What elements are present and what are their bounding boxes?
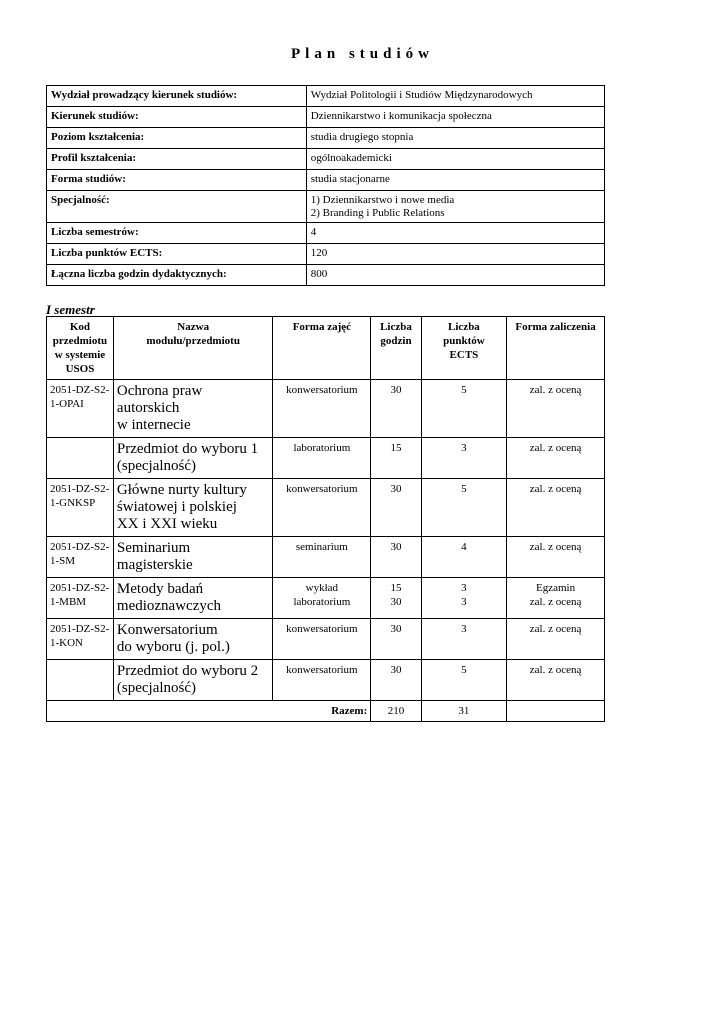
course-ects-line: 5: [461, 483, 467, 495]
course-code-line: 2051-DZ-S2-: [50, 541, 110, 553]
info-label: Forma studiów:: [47, 170, 307, 191]
course-form: [273, 438, 371, 479]
course-credit-line: zal. z oceną: [529, 384, 582, 396]
course-hours: [371, 619, 421, 660]
course-name-line: Ochrona praw: [116, 383, 203, 399]
info-value: 120: [306, 244, 604, 265]
header-line: Kod: [69, 321, 91, 333]
course-code-line: 1-MBM: [50, 596, 87, 608]
course-ects: [421, 660, 506, 701]
course-hours: [371, 578, 421, 619]
course-code-line: 2051-DZ-S2-: [50, 483, 110, 495]
info-label: Specjalność:: [47, 191, 307, 223]
course-credit-line: Egzamin: [536, 582, 576, 594]
course-name-line: do wyboru (j. pol.): [116, 639, 230, 655]
course-credit-line: zal. z oceną: [529, 664, 582, 676]
semester-label: I semestr: [46, 302, 95, 317]
header-line: ECTS: [449, 349, 479, 361]
header-line: Liczba: [380, 321, 412, 333]
course-hours: [371, 380, 421, 438]
course-code: [47, 619, 114, 660]
header-ects: [421, 317, 506, 380]
header-hours: [371, 317, 421, 380]
course-name-line: XX i XXI wieku: [116, 516, 218, 532]
course-ects: [421, 479, 506, 537]
course-form: [273, 619, 371, 660]
info-row: [47, 86, 605, 107]
info-value-line: 2) Branding i Public Relations: [310, 207, 445, 219]
table-row: [47, 619, 605, 660]
course-credit-line: zal. z oceną: [529, 483, 582, 495]
course-ects-line: 4: [461, 541, 467, 553]
header-line: modułu/przedmiotu: [146, 335, 240, 347]
course-code: [47, 380, 114, 438]
course-form-line: konwersatorium: [286, 384, 358, 396]
course-name: [113, 578, 273, 619]
course-code-line: 2051-DZ-S2-: [50, 623, 110, 635]
course-name: [113, 438, 273, 479]
header-line: USOS: [65, 363, 95, 375]
course-code-line: 1-GNKSP: [50, 497, 96, 509]
course-code: [47, 479, 114, 537]
page-title: Plan studiów: [291, 46, 434, 62]
info-label: Profil kształcenia:: [47, 149, 307, 170]
course-form-line: wykład: [305, 582, 339, 594]
course-hours-line: 30: [390, 483, 402, 495]
course-name-line: Konwersatorium: [116, 622, 218, 638]
course-name: [113, 660, 273, 701]
course-form-line: laboratorium: [293, 442, 351, 454]
course-ects-line: 3: [461, 623, 467, 635]
course-name-line: w internecie: [116, 417, 191, 433]
info-label: Poziom kształcenia:: [47, 128, 307, 149]
course-form-line: seminarium: [295, 541, 348, 553]
table-row: [47, 438, 605, 479]
course-hours-line: 30: [390, 623, 402, 635]
course-hours: [371, 479, 421, 537]
course-name: [113, 537, 273, 578]
course-code-line: 1-KON: [50, 637, 83, 649]
course-hours: [371, 537, 421, 578]
course-form-line: konwersatorium: [286, 623, 358, 635]
course-credit: [507, 578, 605, 619]
course-code: [47, 537, 114, 578]
info-label: Liczba semestrów:: [47, 223, 307, 244]
course-name-line: Seminarium: [116, 540, 191, 556]
course-credit: [507, 479, 605, 537]
course-code-line: 1-OPAI: [50, 398, 84, 410]
course-ects-line: 3: [461, 596, 467, 608]
course-name-line: Przedmiot do wyboru 1: [116, 441, 259, 457]
info-row: [47, 223, 605, 244]
course-credit-line: zal. z oceną: [529, 541, 582, 553]
table-header-row: [47, 317, 605, 380]
course-ects: [421, 578, 506, 619]
program-info-table: [46, 85, 605, 286]
course-hours-line: 30: [390, 664, 402, 676]
course-name: [113, 479, 273, 537]
info-value: 800: [306, 265, 604, 286]
course-hours-line: 30: [390, 541, 402, 553]
info-value: Wydział Politologii i Studiów Międzynarodowych: [306, 86, 604, 107]
course-hours-line: 15: [390, 582, 402, 594]
info-value: [306, 191, 604, 223]
info-row: [47, 149, 605, 170]
course-code: [47, 578, 114, 619]
info-value-line: 1) Dziennikarstwo i nowe media: [310, 194, 455, 206]
course-ects-line: 5: [461, 664, 467, 676]
table-row: [47, 537, 605, 578]
table-row: [47, 380, 605, 438]
semester-courses-table: [46, 316, 605, 722]
info-label: Liczba punktów ECTS:: [47, 244, 307, 265]
info-value: studia stacjonarne: [306, 170, 604, 191]
course-ects: [421, 380, 506, 438]
course-name-line: światowej i polskiej: [116, 499, 237, 515]
table-row: [47, 578, 605, 619]
header-line: Liczba: [448, 321, 480, 333]
course-code: [47, 660, 114, 701]
info-label: Wydział prowadzący kierunek studiów:: [47, 86, 307, 107]
course-credit-line: zal. z oceną: [529, 596, 582, 608]
course-hours-line: 30: [390, 384, 402, 396]
course-form-line: konwersatorium: [286, 483, 358, 495]
total-label: Razem:: [47, 701, 371, 722]
course-credit: [507, 619, 605, 660]
total-empty: [507, 701, 605, 722]
course-ects-line: 5: [461, 384, 467, 396]
info-row: [47, 170, 605, 191]
info-row: [47, 128, 605, 149]
info-row: [47, 191, 605, 223]
header-line: przedmiotu: [52, 335, 108, 347]
table-row: [47, 479, 605, 537]
course-name: [113, 380, 273, 438]
course-name: [113, 619, 273, 660]
table-row: [47, 660, 605, 701]
course-hours-line: 15: [390, 442, 402, 454]
course-name-line: autorskich: [116, 400, 180, 416]
course-name-line: (specjalność): [116, 680, 197, 696]
course-name-line: magisterskie: [116, 557, 193, 573]
course-hours: [371, 660, 421, 701]
course-hours: [371, 438, 421, 479]
course-name-line: Metody badań: [116, 581, 204, 597]
course-form-line: laboratorium: [293, 596, 351, 608]
info-row: [47, 244, 605, 265]
info-row: [47, 265, 605, 286]
course-ects-line: 3: [461, 442, 467, 454]
header-line: w systemie: [54, 349, 106, 361]
header-line: punktów: [443, 335, 485, 347]
header-line: Nazwa: [177, 321, 210, 333]
info-label: Łączna liczba godzin dydaktycznych:: [47, 265, 307, 286]
course-ects-line: 3: [461, 582, 467, 594]
course-name-line: (specjalność): [116, 458, 197, 474]
course-credit-line: zal. z oceną: [529, 623, 582, 635]
course-form: [273, 380, 371, 438]
total-ects: 31: [421, 701, 506, 722]
header-code: [47, 317, 114, 380]
info-row: [47, 107, 605, 128]
course-credit: [507, 438, 605, 479]
course-name-line: medioznawczych: [116, 598, 222, 614]
total-row: [47, 701, 605, 722]
course-form: [273, 660, 371, 701]
info-value: ogólnoakademicki: [306, 149, 604, 170]
course-credit: [507, 380, 605, 438]
info-value: studia drugiego stopnia: [306, 128, 604, 149]
course-hours-line: 30: [390, 596, 402, 608]
course-ects: [421, 438, 506, 479]
header-name: [113, 317, 273, 380]
course-code-line: 2051-DZ-S2-: [50, 384, 110, 396]
course-name-line: Przedmiot do wyboru 2: [116, 663, 259, 679]
course-code-line: 1-SM: [50, 555, 76, 567]
course-credit: [507, 537, 605, 578]
course-ects: [421, 619, 506, 660]
info-value: Dziennikarstwo i komunikacja społeczna: [306, 107, 604, 128]
header-form: Forma zajęć: [273, 317, 371, 380]
header-credit: Forma zaliczenia: [507, 317, 605, 380]
info-label: Kierunek studiów:: [47, 107, 307, 128]
course-form: [273, 537, 371, 578]
total-hours: 210: [371, 701, 421, 722]
info-value: 4: [306, 223, 604, 244]
course-credit-line: zal. z oceną: [529, 442, 582, 454]
course-form: [273, 578, 371, 619]
course-code-line: 2051-DZ-S2-: [50, 582, 110, 594]
course-ects: [421, 537, 506, 578]
course-name-line: Główne nurty kultury: [116, 482, 247, 498]
course-code: [47, 438, 114, 479]
header-line: godzin: [380, 335, 412, 347]
course-credit: [507, 660, 605, 701]
course-form: [273, 479, 371, 537]
course-form-line: konwersatorium: [286, 664, 358, 676]
